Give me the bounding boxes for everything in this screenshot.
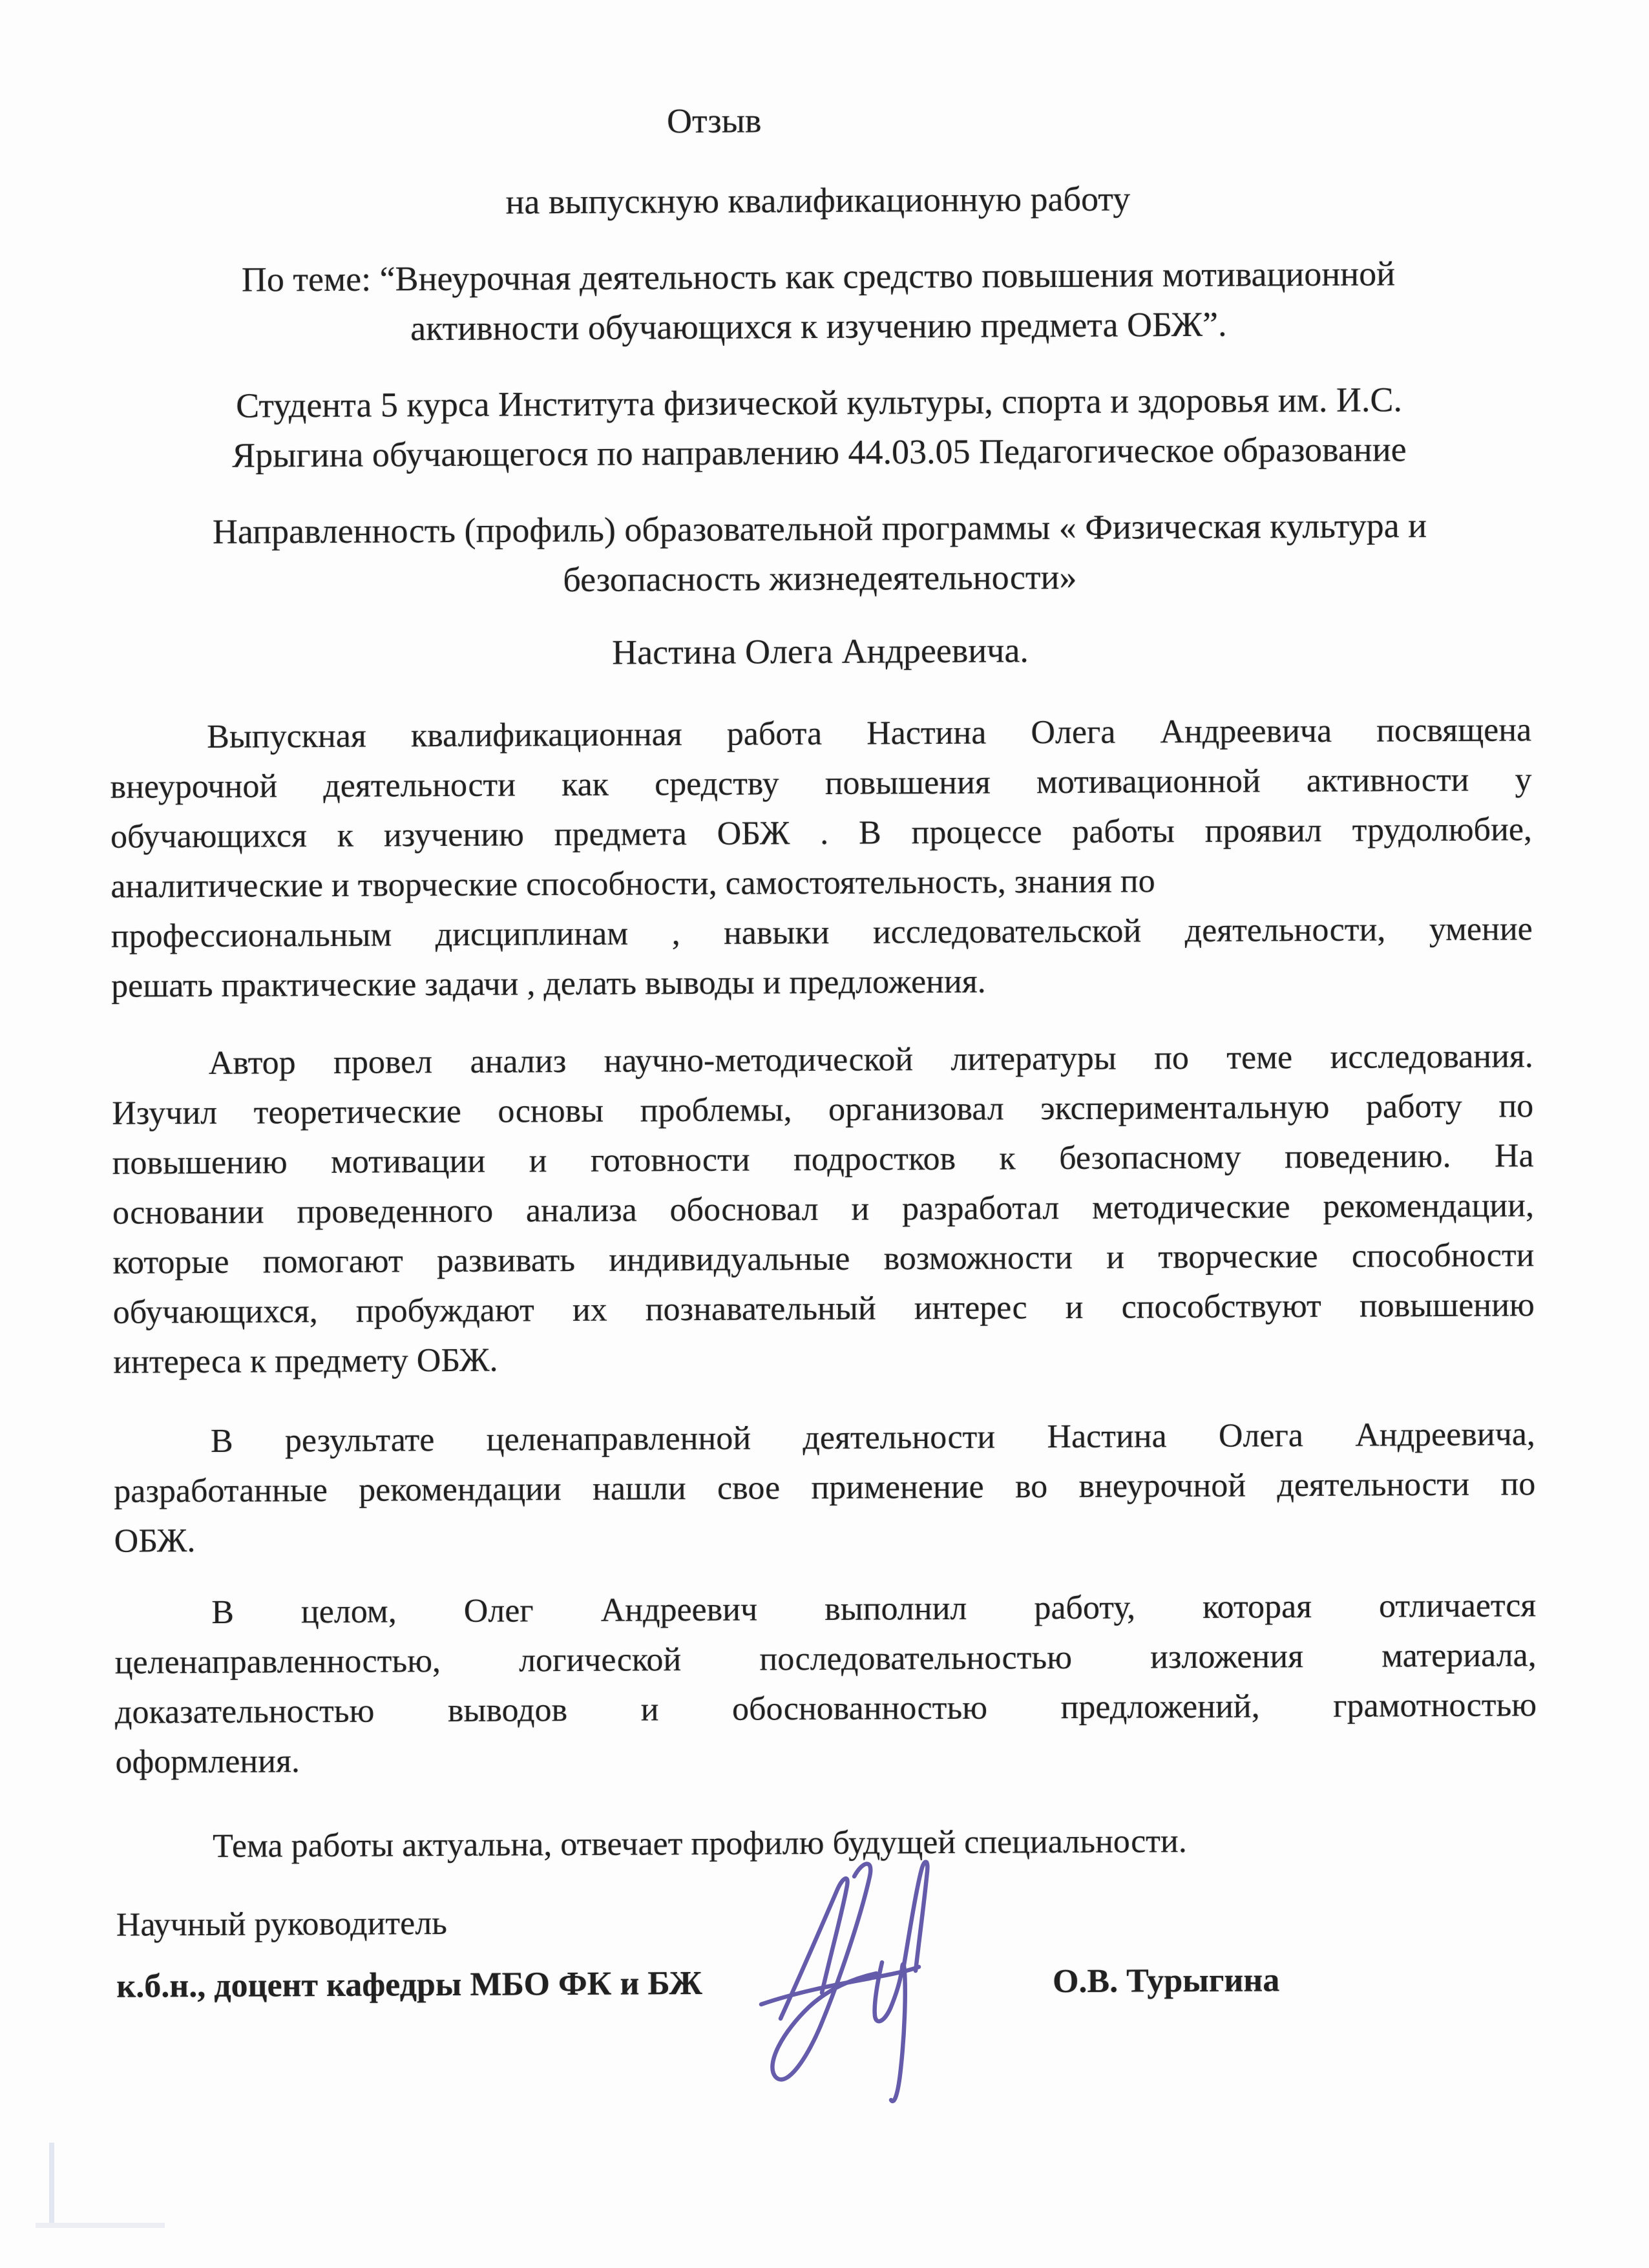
paragraph-line: интереса к предмету ОБЖ. [113, 1341, 498, 1381]
paragraph-line: оформления. [115, 1743, 300, 1781]
paragraph-line: аналитические и творческие способности, самостоятельность, знания по [110, 863, 1155, 905]
paragraph-line: основании проведенного анализа обосновал и разработал методические рекомендации, [112, 1187, 1535, 1232]
theme-line-1: По теме: “Внеурочная деятельность как средство повышения мотивационной [241, 254, 1396, 299]
paragraph-line: Автор провел анализ научно-методической литературы по теме исследования. [208, 1038, 1533, 1082]
supervisor-name: О.В. Турыгина [1052, 1962, 1280, 2000]
paragraph-line: В целом, Олег Андреевич выполнил работу, которая отличается [211, 1587, 1537, 1631]
paragraph-4 [114, 1580, 1537, 1787]
paragraph-line: решать практические задачи , делать выводы и предложения. [111, 963, 986, 1005]
paragraph-2 [112, 1031, 1535, 1387]
paragraph-line: Изучил теоретические основы проблемы, организовал экспериментальную работу по [112, 1087, 1534, 1132]
signature-row [116, 1954, 1538, 2011]
paragraph-1 [110, 705, 1533, 1011]
supervisor-position: к.б.н., доцент кафедры МБО ФК и БЖ [116, 1964, 702, 2005]
scanner-smudge-artifact [36, 2223, 165, 2228]
paragraph-line: В результате целенаправленной деятельности Настина Олега Андреевича, [210, 1416, 1536, 1460]
paragraph-line: ОБЖ. [114, 1522, 196, 1560]
paragraph-line: внеурочной деятельности как средству повышения мотивационной активности у [110, 761, 1532, 806]
review-subtitle: на выпускную квалификационную работу [505, 179, 1131, 222]
paragraph-3 [114, 1409, 1536, 1566]
document-content [107, 92, 1538, 2011]
paragraph-line: повышению мотивации и готовности подростков к безопасному поведению. На [112, 1137, 1534, 1182]
paragraph-line: которые помогают развивать индивидуальные возможности и творческие способности [112, 1237, 1535, 1281]
student-line-1: Студента 5 курса Института физической культуры, спорта и здоровья им. И.С. [235, 380, 1403, 425]
paragraph-line: Выпускная квалификационная работа Настина Олега Андреевича посвящена [207, 711, 1532, 755]
student-name: Настина Олега Андреевича. [612, 631, 1029, 672]
closing-line: Тема работы актуальна, отвечает профилю будущей специальности. [213, 1823, 1187, 1865]
paragraph-line: целенаправленностью, логической последовательностью изложения материала, [114, 1637, 1537, 1681]
supervisor-label: Научный руководитель [116, 1905, 448, 1944]
program-line-2: безопасность жизнедеятельности» [563, 557, 1077, 600]
paragraph-line: разработанные рекомендации нашли свое применение во внеурочной деятельности по [114, 1465, 1536, 1510]
paragraph-line: доказательностью выводов и обоснованностью предложений, грамотностью [114, 1686, 1537, 1731]
review-title: Отзыв [666, 101, 762, 141]
paragraph-line: профессиональным дисциплинам , навыки исследовательской деятельности, умение [110, 910, 1533, 955]
theme-line-2: активности обучающихся к изучению предмета ОБЖ”. [410, 304, 1227, 348]
scanner-edge-artifact [49, 2143, 54, 2228]
paragraph-line: обучающихся к изучению предмета ОБЖ . В процессе работы проявил трудолюбие, [110, 811, 1533, 856]
student-line-2: Ярыгина обучающегося по направлению 44.03.05 Педагогическое образование [232, 430, 1407, 475]
program-line-1: Направленность (профиль) образовательной программы « Физическая культура и [212, 506, 1427, 551]
paragraph-line: обучающихся, пробуждают их познавательный интерес и способствуют повышению [112, 1286, 1535, 1331]
